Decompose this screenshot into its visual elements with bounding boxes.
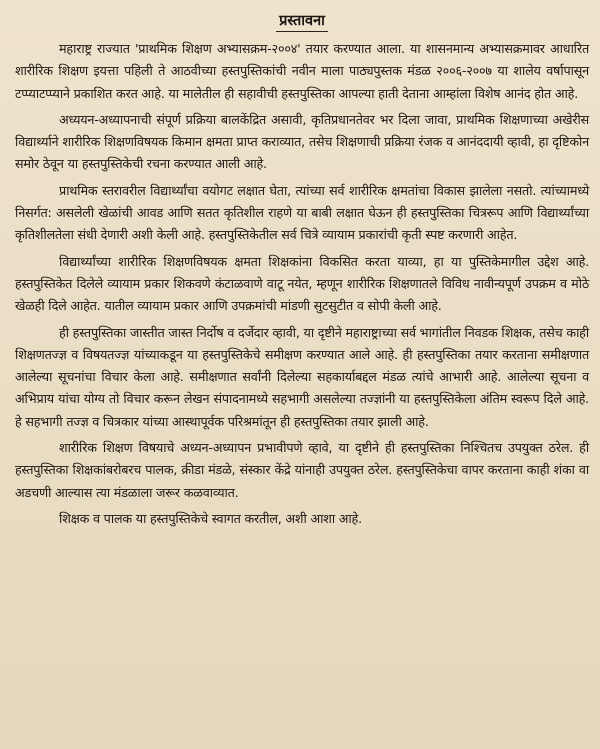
paragraph-review: ही हस्तपुस्तिका जास्तीत जास्त निर्दोष व दर्जेदार व्हावी, या दृष्टीने महाराष्ट्राच्या सर्व भागांतील निवडक शिक्षक, तसेच काही शिक्षणतज्ज्ञ व विषयतज्ज्ञ यांच्याकडून या हस्तपुस्तिकेचे समीक्षण करण्यात आले आहे. ही हस्तपुस्तिका तयार करताना समीक्षणात आलेल्या सूचनांचा विचार केला आहे. समीक्षणात सर्वांनी दिलेल्या सहकार्याबद्दल मंडळ त्यांचे आभारी आहे. आलेल्या सूचना व अभिप्राय यांचा योग्य तो विचार करून लेखन संपादनामध्ये सहभागी असलेल्या तज्ज्ञांनी या हस्तपुस्तिकेला अंतिम स्वरूप दिले आहे. हे सहभागी तज्ज्ञ व चित्रकार यांच्या आस्थापूर्वक परिश्रमांतून ही हस्तपुस्तिका तयार झाली आहे. — [15, 324, 589, 429]
paragraph-purpose: विद्यार्थ्यांच्या शारीरिक शिक्षणविषयक क्षमता शिक्षकांना विकसित करता याव्या, हा या पुस्तिकेमागील उद्देश आहे. हस्तपुस्तिकेत दिलेले व्यायाम प्रकार शिकवणे कंटाळवाणे वाटू नयेत, म्हणून शारीरिक शिक्षणातले विविध नावीन्यपूर्ण उपक्रम व मोठे खेळही दिले आहेत. यातील व्यायाम प्रकार आणि उपक्रमांची मांडणी सुटसुटीत व सोपी केली आहे. — [15, 253, 589, 314]
paragraph-usefulness: शारीरिक शिक्षण विषयाचे अध्यन-अध्यापन प्रभावीपणे व्हावे, या दृष्टीने ही हस्तपुस्तिका निश्चितच उपयुक्त ठरेल. ही हस्तपुस्तिका शिक्षकांबरोबरच पालक, क्रीडा मंडळे, संस्कार केंद्रे यांनाही उपयुक्त ठरेल. हस्तपुस्तिकेचा वापर करताना काही शंका वा अडचणी आल्यास त्या मंडळाला जरूर कळवाव्यात. — [15, 440, 589, 500]
paragraph-closing: शिक्षक व पालक या हस्तपुस्तिकेचे स्वागत करतील, अशी आशा आहे. — [59, 510, 362, 526]
paragraph-age-group: प्राथमिक स्तरावरील विद्यार्थ्यांचा वयोगट लक्षात घेता, त्यांच्या सर्व शारीरिक क्षमतांचा विकास झालेला नसतो. त्यांच्यामध्ये निसर्गत: असलेली खेळांची आवड आणि सतत कृतिशील राहणे या बाबी लक्षात घेऊन ही हस्तपुस्तिका चित्ररूप आणि विद्यार्थ्यांच्या कृतिशीलतेला संधी देणारी अशी केली आहे. हस्तपुस्तिकेतील सर्व चित्रे व्यायाम प्रकारांची कृती स्पष्ट करणारी आहेत. — [15, 182, 589, 243]
paragraph-approach: अध्ययन-अध्यापनाची संपूर्ण प्रक्रिया बालकेंद्रित असावी, कृतिप्रधानतेवर भर दिला जावा, प्राथमिक शिक्षणाच्या अखेरीस विद्यार्थ्याने शारीरिक शिक्षणविषयक किमान क्षमता प्राप्त कराव्यात, तसेच शिक्षणाची प्रक्रिया रंजक व आनंददायी व्हावी, हा दृष्टिकोन समोर ठेवून या हस्तपुस्तिकेची रचना करण्यात आली आहे. — [15, 111, 589, 172]
page-title: प्रस्तावना — [276, 12, 328, 32]
paragraph-intro: महाराष्ट्र राज्यात 'प्राथमिक शिक्षण अभ्यासक्रम-२००४' तयार करण्यात आला. या शासनमान्य अभ्यासक्रमावर आधारित शारीरिक शिक्षण इयत्ता पहिली ते आठवीच्या हस्तपुस्तिकांची नवीन माला पाठ्यपुस्तक मंडळ २००६-२००७ या शालेय वर्षापासून टप्प्याटप्प्याने प्रकाशित करत आहे. या मालेतील ही सहावीची हस्तपुस्तिका आपल्या हाती देताना आम्हांला विशेष आनंद होत आहे. — [15, 41, 589, 101]
preface-title-wrapper — [15, 12, 589, 32]
